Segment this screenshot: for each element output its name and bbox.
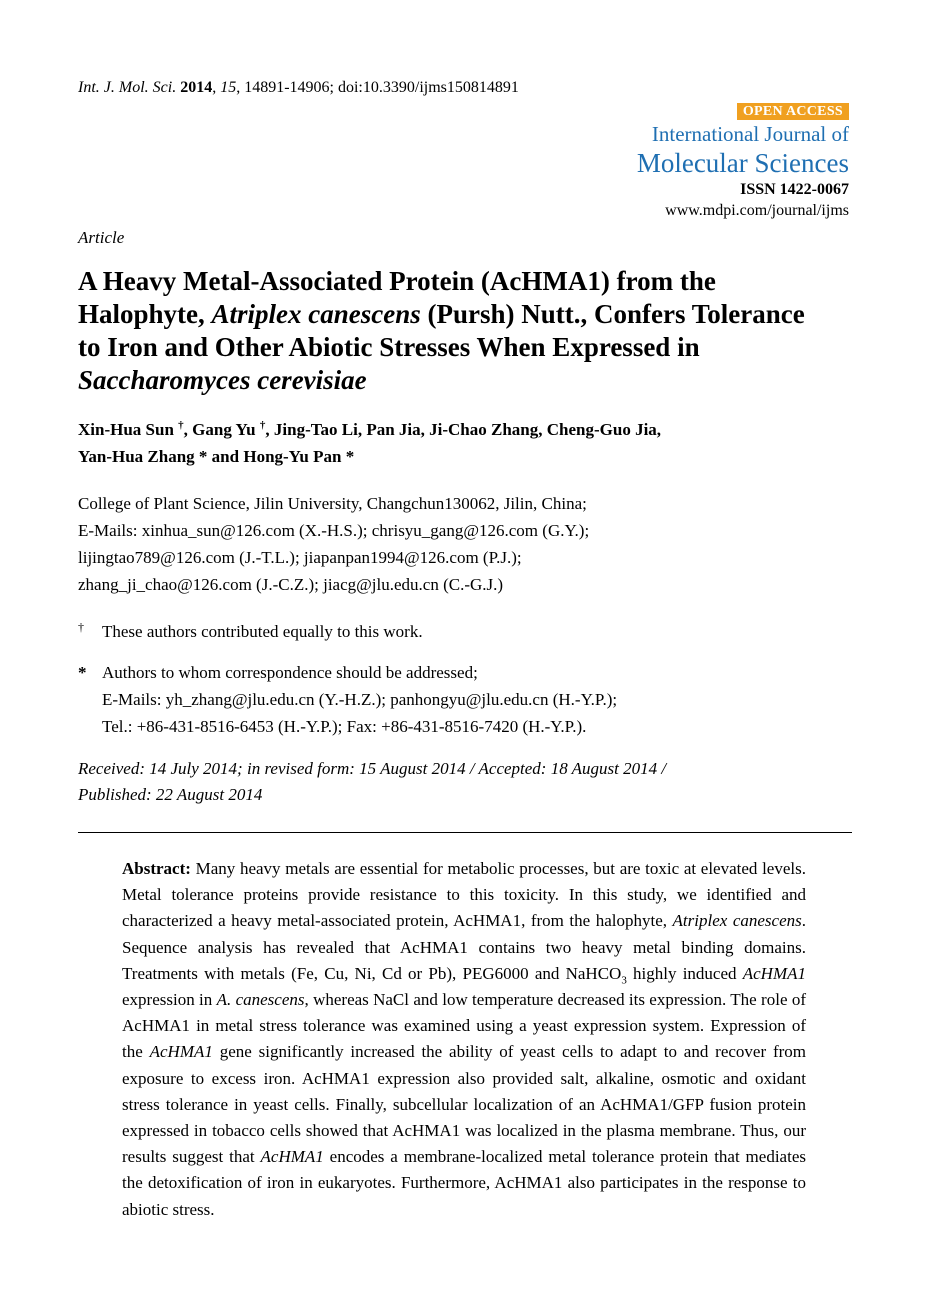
paper-title	[78, 265, 858, 397]
dagger-mark: †	[259, 419, 266, 432]
footnote-equal-contribution	[78, 614, 858, 645]
journal-name-line2: Molecular Sciences	[636, 148, 849, 178]
abstract-text: . Sequence analysis has revealed that AcHMA1 contains two heavy metal binding domains. Treatments with metals (Fe, Cu, Ni, Cd or Pb), PEG6000 and NaHCO	[122, 911, 806, 983]
journal-issn: ISSN 1422-0067	[740, 181, 849, 198]
title-line-4	[78, 364, 858, 397]
star-mark: *	[78, 663, 87, 682]
title-line-3: to Iron and Other Abiotic Stresses When Expressed in	[78, 332, 700, 362]
author-line-2: Yan-Hua Zhang * and Hong-Yu Pan *	[78, 447, 355, 466]
footnote-correspondence	[78, 659, 858, 740]
email-line: zhang_ji_chao@126.com (J.-C.Z.); jiacg@jlu.edu.cn (C.-G.J.)	[78, 575, 504, 594]
author-line-1	[78, 416, 858, 443]
author-name: Xin-Hua Sun	[78, 420, 174, 439]
citation-pages-doi: , 14891-14906; doi:10.3390/ijms150814891	[236, 79, 519, 96]
title-organism: Saccharomyces cerevisiae	[78, 365, 367, 395]
article-type: Article	[78, 228, 125, 247]
abstract-text: expression in	[122, 990, 217, 1010]
abstract-italic: AcHMA1	[260, 1147, 324, 1167]
footnote-text: Authors to whom correspondence should be addressed;	[102, 663, 478, 682]
title-line-2	[78, 298, 858, 331]
abstract-text: Many heavy metals are essential for metabolic processes, but are toxic at elevated levels. Metal tolerance proteins provide resistance to this toxicity. In this study, we identified and characterized a heavy metal-associated protein, AcHMA1, from the halophyte,	[122, 859, 806, 931]
abstract-paragraph	[122, 856, 806, 1223]
citation-line: Int. J. Mol. Sci. 2014, 15, 14891-14906; doi:10.3390/ijms150814891	[78, 79, 519, 96]
journal-abbrev: Int. J. Mol. Sci.	[78, 79, 177, 96]
dagger-mark: †	[178, 419, 184, 432]
title-species: Atriplex canescens	[211, 299, 421, 329]
citation-volume: 15	[220, 79, 237, 96]
open-access-badge: OPEN ACCESS	[737, 103, 849, 120]
abstract-text: encodes a membrane-localized metal tolerance protein that mediates the detoxification of iron in eukaryotes. Furthermore, AcHMA1 also participates in the response to abiotic stress.	[122, 1147, 806, 1219]
title-line-1: A Heavy Metal-Associated Protein (AcHMA1) from the	[78, 266, 716, 296]
abstract-italic: AcHMA1	[149, 1042, 213, 1062]
journal-url[interactable]: www.mdpi.com/journal/ijms	[665, 202, 849, 219]
dagger-mark: †	[78, 620, 84, 634]
title-text: (Pursh) Nutt., Confers Tolerance	[420, 299, 805, 329]
affiliation-line: College of Plant Science, Jilin University, Changchun130062, Jilin, China;	[78, 494, 587, 513]
dates-line-1: Received: 14 July 2014; in revised form: 15 August 2014 / Accepted: 18 August 2014 /	[78, 759, 667, 778]
abstract-label: Abstract:	[122, 859, 191, 878]
author-list	[78, 416, 858, 470]
author-names: , Jing-Tao Li, Pan Jia, Ji-Chao Zhang, Cheng-Guo Jia,	[265, 420, 662, 439]
section-divider	[78, 832, 852, 833]
abstract-text: gene significantly increased the ability of yeast cells to adapt to and recover from exposure to excess iron. AcHMA1 expression also provided salt, alkaline, osmotic and oxidant stress tolerance in yeast cells. Finally, subcellular localization of an AcHMA1/GFP fusion protein expressed in tobacco cells showed that AcHMA1 was localized in the plasma membrane. Thus, our results suggest that	[122, 1042, 806, 1167]
abstract-italic: A. canescens	[216, 990, 305, 1010]
correspondence-emails: E-Mails: yh_zhang@jlu.edu.cn (Y.-H.Z.); panhongyu@jlu.edu.cn (H.-Y.P.);	[102, 690, 618, 709]
email-line: lijingtao789@126.com (J.-T.L.); jiapanpan1994@126.com (P.J.);	[78, 548, 522, 567]
correspondence-phone: Tel.: +86-431-8516-6453 (H.-Y.P.); Fax: +86-431-8516-7420 (H.-Y.P.).	[102, 717, 587, 736]
footnote-text: These authors contributed equally to this work.	[102, 622, 423, 641]
dates-line-2: Published: 22 August 2014	[78, 785, 263, 804]
email-line: E-Mails: xinhua_sun@126.com (X.-H.S.); chrisyu_gang@126.com (G.Y.);	[78, 521, 590, 540]
abstract-text: , whereas NaCl and low temperature decreased its expression. The role of AcHMA1 in metal stress tolerance was examined using a yeast expression system. Expression of the	[122, 990, 806, 1062]
journal-name-line1: International Journal of	[651, 122, 849, 146]
author-name: , Gang Yu	[183, 420, 256, 439]
affiliation-block	[78, 490, 858, 598]
abstract-text: highly induced	[626, 963, 743, 983]
publication-dates	[78, 756, 858, 808]
abstract-italic: Atriplex canescens	[672, 911, 802, 931]
abstract-italic: AcHMA1	[742, 963, 806, 983]
citation-year: 2014	[180, 79, 213, 96]
title-text: Halophyte,	[78, 299, 212, 329]
subscript: 3	[621, 974, 627, 987]
